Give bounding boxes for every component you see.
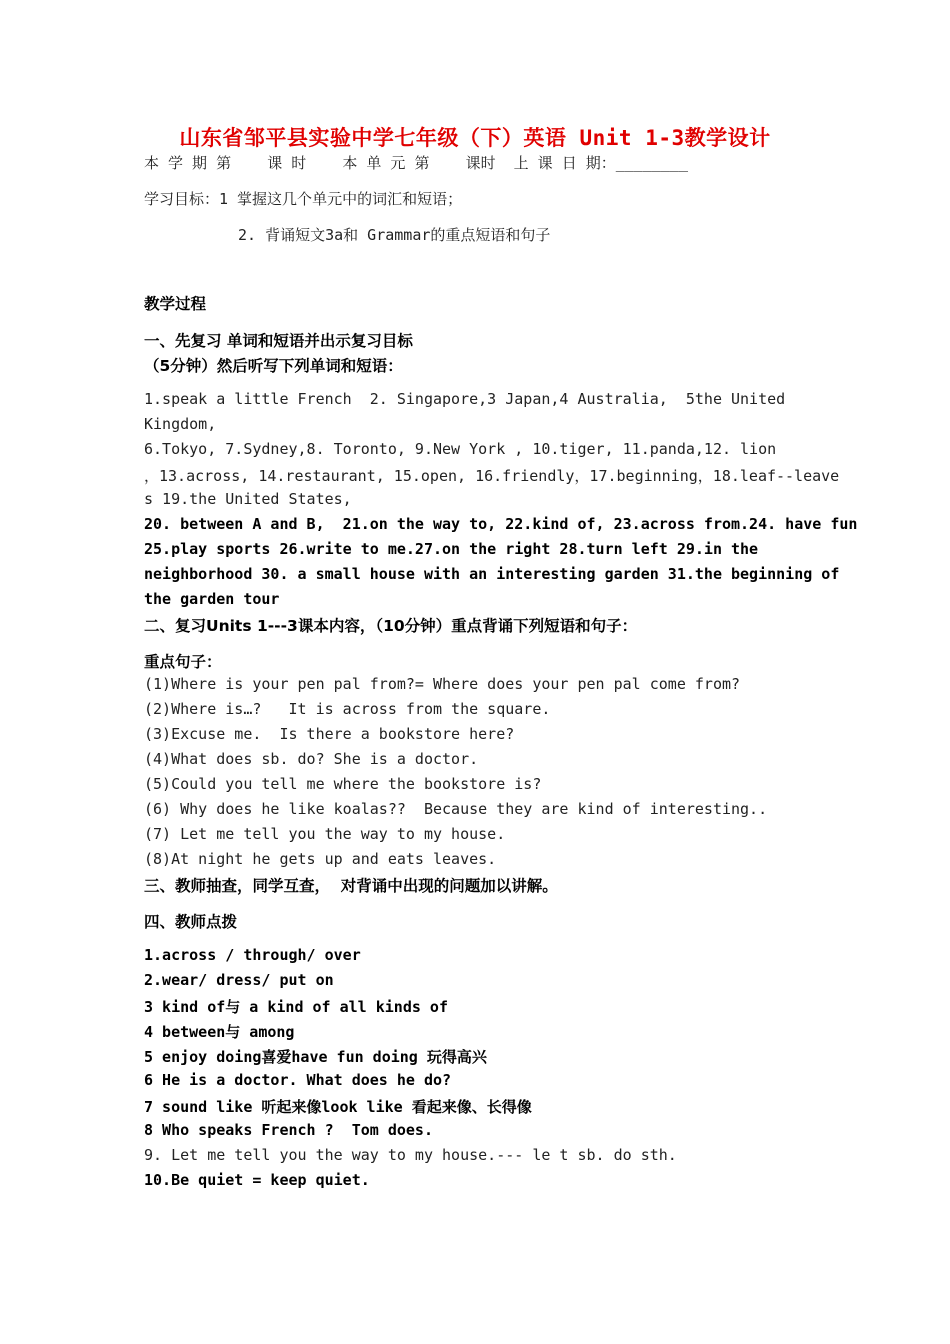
process-heading: 教学过程: [144, 295, 207, 313]
tip-item: 6 He is a doctor. What does he do?: [144, 1071, 452, 1089]
tip-item: 4 between与 among: [144, 1023, 295, 1041]
tip-item: 5 enjoy doing喜爱have fun doing 玩得高兴: [144, 1048, 487, 1066]
lesson-info-line: 本 学 期 第 课 时 本 单 元 第 课时 上 课 日 期：________: [144, 154, 688, 172]
section2-heading: 二、复习Units 1---3课本内容，（10分钟）重点背诵下列短语和句子：: [144, 617, 638, 635]
key-sentence: (5)Could you tell me where the bookstore is?: [144, 775, 542, 793]
section3-heading: 三、教师抽查，同学互查， 对背诵中出现的问题加以讲解。: [144, 877, 558, 895]
tip-item: 1.across / through/ over: [144, 946, 361, 964]
key-sentence: (2)Where is…? It is across from the square.: [144, 700, 551, 718]
section1-heading: 一、先复习 单词和短语并出示复习目标: [144, 332, 413, 350]
key-sentences-heading: 重点句子：: [144, 653, 222, 671]
phrase-line: 25.play sports 26.write to me.27.on the right 28.turn left 29.in the: [144, 540, 759, 558]
phrase-line: neighborhood 30. a small house with an interesting garden 31.the beginning of: [144, 565, 840, 583]
objective-1: 学习目标：1 掌握这几个单元中的词汇和短语；: [144, 190, 463, 208]
key-sentence: (7) Let me tell you the way to my house.: [144, 825, 506, 843]
tip-item: 2.wear/ dress/ put on: [144, 971, 334, 989]
phrase-line: 20. between A and B, 21.on the way to, 22.kind of, 23.across from.24. have fun: [144, 515, 858, 533]
vocab-line: 6.Tokyo, 7.Sydney,8. Toronto, 9.New York , 10.tiger, 11.panda,12. lion: [144, 440, 777, 458]
vocab-line: 1.speak a little French 2. Singapore,3 Japan,4 Australia, 5the United: [144, 390, 786, 408]
section4-heading: 四、教师点拨: [144, 913, 238, 931]
key-sentence: (8)At night he gets up and eats leaves.: [144, 850, 497, 868]
tip-item: 8 Who speaks French ? Tom does.: [144, 1121, 433, 1139]
key-sentence: (3)Excuse me. Is there a bookstore here?: [144, 725, 515, 743]
vocab-line: s 19.the United States,: [144, 490, 352, 508]
vocab-line: Kingdom,: [144, 415, 217, 433]
tip-item: 10.Be quiet = keep quiet.: [144, 1171, 370, 1189]
key-sentence: (6) Why does he like koalas?? Because they are kind of interesting..: [144, 800, 768, 818]
tip-item: 9. Let me tell you the way to my house.--- le t sb. do sth.: [144, 1146, 677, 1164]
tip-item: 7 sound like 听起来像look like 看起来像、长得像: [144, 1098, 532, 1116]
objective-2: 2. 背诵短文3a和 Grammar的重点短语和句子: [238, 226, 551, 244]
key-sentence: (1)Where is your pen pal from?= Where does your pen pal come from?: [144, 675, 741, 693]
key-sentence: (4)What does sb. do? She is a doctor.: [144, 750, 479, 768]
tip-item: 3 kind of与 a kind of all kinds of: [144, 998, 448, 1016]
vocab-line: ，13.across, 14.restaurant, 15.open, 16.friendly，17.beginning，18.leaf--leave: [144, 467, 840, 485]
document-title: 山东省邹平县实验中学七年级（下）英语 Unit 1-3教学设计: [179, 126, 771, 150]
phrase-line: the garden tour: [144, 590, 280, 608]
section1-subheading: （5分钟）然后听写下列单词和短语：: [144, 357, 403, 375]
